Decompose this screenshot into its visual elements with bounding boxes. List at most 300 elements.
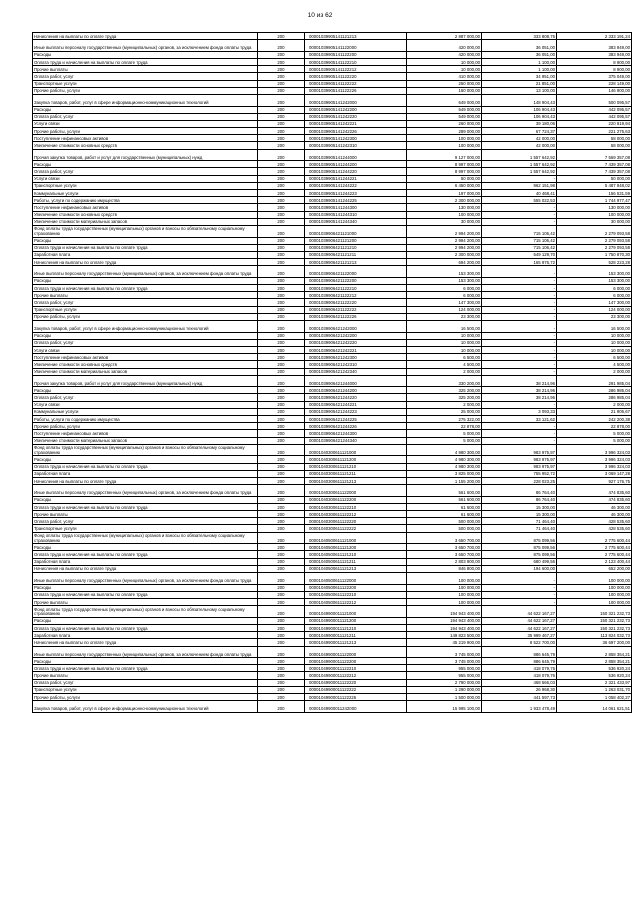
approved-cell: 3 650 700,00 <box>407 532 482 544</box>
classification-code-cell: 00001039905141242200 <box>305 106 407 113</box>
classification-code-cell: 00001039905141244310 <box>305 211 407 218</box>
row-code-cell: 200 <box>258 175 305 182</box>
remaining-cell: 14 061 621,51 <box>557 701 632 713</box>
row-code-cell: 200 <box>258 408 305 415</box>
row-name-cell: Расходы <box>33 387 258 394</box>
table-row <box>33 285 632 292</box>
classification-code-cell: 00001039906421122200 <box>305 277 407 284</box>
row-code-cell: 200 <box>258 679 305 686</box>
table-row <box>33 686 632 693</box>
row-code-cell: 200 <box>258 354 305 361</box>
remaining-cell: 2 123 400,44 <box>557 558 632 565</box>
approved-cell: 6 000,00 <box>407 292 482 299</box>
row-name-cell: Услуги связи <box>33 346 258 353</box>
remaining-cell: 156 531,59 <box>557 189 632 196</box>
classification-code-cell: 00001039906421244223 <box>305 408 407 415</box>
remaining-cell: 2 858 354,21 <box>557 646 632 658</box>
row-name-cell: Расходы <box>33 496 258 503</box>
row-code-cell: 200 <box>258 306 305 313</box>
row-code-cell: 200 <box>258 346 305 353</box>
table-row <box>33 251 632 258</box>
executed-cell: - <box>482 285 557 292</box>
row-code-cell: 200 <box>258 525 305 532</box>
row-code-cell: 200 <box>258 142 305 149</box>
approved-cell: 15 995 100,00 <box>407 701 482 713</box>
remaining-cell: 383 949,00 <box>557 51 632 58</box>
classification-code-cell: 00001039905141242221 <box>305 120 407 127</box>
approved-cell: 153 300,00 <box>407 277 482 284</box>
row-code-cell: 200 <box>258 135 305 142</box>
classification-code-cell: 00001049900011122212 <box>305 672 407 679</box>
approved-cell: 194 943 400,00 <box>407 606 482 618</box>
row-code-cell: 200 <box>258 401 305 408</box>
approved-cell: 2 300 000,00 <box>407 251 482 258</box>
row-name-cell: Оплата труда и начисления на выплаты по оплате труда <box>33 591 258 598</box>
classification-code-cell: 00001039906421122210 <box>305 285 407 292</box>
remaining-cell: 474 835,60 <box>557 485 632 497</box>
table-row <box>33 606 632 618</box>
table-row <box>33 33 632 40</box>
classification-code-cell: 00001039906421244200 <box>305 387 407 394</box>
classification-code-cell: 00001039905141244221 <box>305 175 407 182</box>
executed-cell: 165 976,72 <box>482 259 557 266</box>
row-code-cell: 200 <box>258 646 305 658</box>
row-code-cell: 200 <box>258 694 305 701</box>
executed-cell: 44 622 167,27 <box>482 606 557 618</box>
classification-code-cell: 00001040500611122000 <box>305 573 407 585</box>
row-code-cell: 200 <box>258 477 305 484</box>
remaining-cell: 146 900,00 <box>557 87 632 94</box>
remaining-cell: 8 900,00 <box>557 58 632 65</box>
row-code-cell: 200 <box>258 237 305 244</box>
row-code-cell: 200 <box>258 128 305 135</box>
approved-cell: 25 000,00 <box>407 408 482 415</box>
table-row <box>33 544 632 551</box>
table-row <box>33 87 632 94</box>
approved-cell: 10 000,00 <box>407 58 482 65</box>
row-code-cell: 200 <box>258 584 305 591</box>
approved-cell: 6 000,00 <box>407 285 482 292</box>
row-name-cell: Увеличение стоимости основных средств <box>33 361 258 368</box>
executed-cell: 1 100,00 <box>482 58 557 65</box>
executed-cell: 34 951,00 <box>482 73 557 80</box>
executed-cell: - <box>482 423 557 430</box>
remaining-cell: 147 300,00 <box>557 299 632 306</box>
table-row <box>33 558 632 565</box>
row-code-cell: 200 <box>258 94 305 106</box>
row-code-cell: 200 <box>258 394 305 401</box>
executed-cell: - <box>482 339 557 346</box>
approved-cell: 100 000,00 <box>407 573 482 585</box>
approved-cell: 50 000,00 <box>407 175 482 182</box>
classification-code-cell: 00001040300611121000 <box>305 444 407 456</box>
table-row <box>33 306 632 313</box>
row-code-cell: 200 <box>258 339 305 346</box>
classification-code-cell: 00001039906421244220 <box>305 394 407 401</box>
approved-cell: 2 803 900,00 <box>407 558 482 565</box>
remaining-cell: 286 985,04 <box>557 394 632 401</box>
approved-cell: 330 200,00 <box>407 375 482 387</box>
table-row <box>33 135 632 142</box>
remaining-cell: 5 487 848,02 <box>557 182 632 189</box>
executed-cell: 106 904,43 <box>482 106 557 113</box>
row-code-cell: 200 <box>258 299 305 306</box>
row-code-cell: 200 <box>258 225 305 237</box>
table-row <box>33 292 632 299</box>
remaining-cell: 2 000,00 <box>557 401 632 408</box>
remaining-cell: 100 000,00 <box>557 211 632 218</box>
executed-cell: 715 106,42 <box>482 225 557 237</box>
classification-code-cell: 00001039906421242200 <box>305 332 407 339</box>
approved-cell: 130 000,00 <box>407 204 482 211</box>
table-row <box>33 401 632 408</box>
table-row <box>33 197 632 204</box>
remaining-cell: 46 300,00 <box>557 503 632 510</box>
row-name-cell: Расходы <box>33 51 258 58</box>
executed-cell: - <box>482 211 557 218</box>
row-code-cell: 200 <box>258 573 305 585</box>
classification-code-cell: 00001039906421242000 <box>305 320 407 332</box>
row-name-cell: Транспортные услуги <box>33 525 258 532</box>
remaining-cell: 150 321 232,73 <box>557 624 632 631</box>
remaining-cell: 5 000,00 <box>557 437 632 444</box>
classification-code-cell: 00001049900011122200 <box>305 658 407 665</box>
table-row <box>33 496 632 503</box>
classification-code-cell: 00001040300611121211 <box>305 470 407 477</box>
classification-code-cell: 00001039906421244300 <box>305 430 407 437</box>
table-row <box>33 437 632 444</box>
classification-code-cell: 00001039906421244340 <box>305 437 407 444</box>
classification-code-cell: 00001039905141122210 <box>305 58 407 65</box>
table-row <box>33 511 632 518</box>
approved-cell: 289 000,00 <box>407 128 482 135</box>
table-row <box>33 354 632 361</box>
executed-cell: 755 952,72 <box>482 470 557 477</box>
approved-cell: 30 000,00 <box>407 218 482 225</box>
remaining-cell: 50 000,00 <box>557 175 632 182</box>
executed-cell: 38 214,96 <box>482 387 557 394</box>
remaining-cell: 652 200,00 <box>557 565 632 572</box>
classification-code-cell: 00001039905141244225 <box>305 197 407 204</box>
remaining-cell: 22 878,00 <box>557 423 632 430</box>
approved-cell: 325 200,00 <box>407 394 482 401</box>
classification-code-cell: 00001039905141121213 <box>305 33 407 40</box>
row-code-cell: 200 <box>258 639 305 646</box>
table-row <box>33 168 632 175</box>
remaining-cell: 2 775 600,44 <box>557 532 632 544</box>
row-name-cell: Иные выплаты персоналу государственных (муниципальных) органов, за исключением фонда оплаты труда <box>33 573 258 585</box>
row-name-cell: Заработная плата <box>33 470 258 477</box>
remaining-cell: 228 149,00 <box>557 80 632 87</box>
executed-cell: 148 904,43 <box>482 94 557 106</box>
row-name-cell: Закупка товаров, работ, услуг в сфере информационно-коммуникационных технологий <box>33 320 258 332</box>
remaining-cell: 100 000,00 <box>557 584 632 591</box>
executed-cell: - <box>482 266 557 278</box>
remaining-cell: 113 824 032,73 <box>557 632 632 639</box>
table-row <box>33 244 632 251</box>
remaining-cell: 2 775 600,44 <box>557 544 632 551</box>
remaining-cell: 2 000,00 <box>557 368 632 375</box>
row-name-cell: Оплата труда и начисления на выплаты по оплате труда <box>33 551 258 558</box>
classification-code-cell: 00001040500611122200 <box>305 584 407 591</box>
remaining-cell: 7 439 357,08 <box>557 161 632 168</box>
row-name-cell: Расходы <box>33 544 258 551</box>
row-name-cell: Увеличение стоимости материальных запасов <box>33 218 258 225</box>
row-name-cell: Оплата работ, услуг <box>33 679 258 686</box>
remaining-cell: 130 000,00 <box>557 204 632 211</box>
classification-code-cell: 00001040500611121211 <box>305 558 407 565</box>
classification-code-cell: 00001039905141242310 <box>305 142 407 149</box>
remaining-cell: 7 569 357,08 <box>557 149 632 161</box>
classification-code-cell: 00001049900011121213 <box>305 639 407 646</box>
executed-cell: 35 999 467,27 <box>482 632 557 639</box>
row-name-cell: Прочие выплаты <box>33 672 258 679</box>
table-row <box>33 679 632 686</box>
row-code-cell: 200 <box>258 120 305 127</box>
row-name-cell: Поступление нефинансовых активов <box>33 430 258 437</box>
approved-cell: 124 000,00 <box>407 306 482 313</box>
approved-cell: 250 000,00 <box>407 80 482 87</box>
classification-code-cell: 00001039906421242220 <box>305 339 407 346</box>
row-name-cell: Коммунальные услуги <box>33 408 258 415</box>
row-name-cell: Закупка товаров, работ, услуг в сфере информационно-коммуникационных технологий <box>33 94 258 106</box>
row-code-cell: 200 <box>258 320 305 332</box>
approved-cell: 10 000,00 <box>407 66 482 73</box>
approved-cell: 147 300,00 <box>407 299 482 306</box>
approved-cell: 22 878,00 <box>407 423 482 430</box>
row-name-cell: Заработная плата <box>33 251 258 258</box>
remaining-cell: 6 000,00 <box>557 285 632 292</box>
table-row <box>33 113 632 120</box>
row-name-cell: Прочие выплаты <box>33 66 258 73</box>
approved-cell: 2 000,00 <box>407 368 482 375</box>
table-row <box>33 639 632 646</box>
row-code-cell: 200 <box>258 58 305 65</box>
row-name-cell: Прочие выплаты <box>33 511 258 518</box>
row-name-cell: Увеличение стоимости основных средств <box>33 211 258 218</box>
executed-cell: - <box>482 401 557 408</box>
approved-cell: 2 994 200,00 <box>407 237 482 244</box>
table-row <box>33 463 632 470</box>
table-row <box>33 408 632 415</box>
table-row <box>33 149 632 161</box>
executed-cell: 680 499,56 <box>482 558 557 565</box>
approved-cell: 420 000,00 <box>407 51 482 58</box>
classification-code-cell: 00001049900011122226 <box>305 694 407 701</box>
approved-cell: 61 600,00 <box>407 503 482 510</box>
executed-cell: 875 099,56 <box>482 532 557 544</box>
row-name-cell: Фонд оплаты труда государственных (муниципальных) органов и взносы по обязательному социальному страхованию <box>33 532 258 544</box>
table-row <box>33 646 632 658</box>
approved-cell: 2 887 000,00 <box>407 33 482 40</box>
executed-cell: - <box>482 430 557 437</box>
row-code-cell: 200 <box>258 511 305 518</box>
row-name-cell: Расходы <box>33 658 258 665</box>
remaining-cell: 1 744 977,47 <box>557 197 632 204</box>
row-name-cell: Заработная плата <box>33 558 258 565</box>
executed-cell: - <box>482 437 557 444</box>
table-row <box>33 518 632 525</box>
table-row <box>33 313 632 320</box>
table-row <box>33 182 632 189</box>
approved-cell: 16 500,00 <box>407 320 482 332</box>
approved-cell: 100 000,00 <box>407 211 482 218</box>
table-row <box>33 368 632 375</box>
executed-cell: 549 129,70 <box>482 251 557 258</box>
remaining-cell: 100 000,00 <box>557 598 632 605</box>
remaining-cell: 100 000,00 <box>557 573 632 585</box>
executed-cell: - <box>482 361 557 368</box>
row-name-cell: Оплата работ, услуг <box>33 113 258 120</box>
row-name-cell: Расходы <box>33 332 258 339</box>
table-row <box>33 665 632 672</box>
classification-code-cell: 00001049900011121211 <box>305 632 407 639</box>
approved-cell: 5 000,00 <box>407 430 482 437</box>
classification-code-cell: 00001049900011121000 <box>305 606 407 618</box>
approved-cell: 1 290 000,00 <box>407 686 482 693</box>
remaining-cell: 150 321 232,73 <box>557 606 632 618</box>
remaining-cell: 2 321 433,97 <box>557 679 632 686</box>
page-number: 10 из 62 <box>307 12 333 19</box>
table-row <box>33 80 632 87</box>
row-name-cell: Начисления на выплаты по оплате труда <box>33 639 258 646</box>
row-code-cell: 200 <box>258 672 305 679</box>
classification-code-cell: 00001040500611121200 <box>305 544 407 551</box>
executed-cell: 1 557 642,92 <box>482 161 557 168</box>
row-name-cell: Фонд оплаты труда государственных (муниципальных) органов и взносы по обязательному социальному страхованию <box>33 606 258 618</box>
row-code-cell: 200 <box>258 87 305 94</box>
approved-cell: 194 943 400,00 <box>407 624 482 631</box>
executed-cell: - <box>482 175 557 182</box>
row-name-cell: Начисления на выплаты по оплате труда <box>33 33 258 40</box>
table-row <box>33 525 632 532</box>
remaining-cell: 500 095,57 <box>557 94 632 106</box>
executed-cell: 983 975,97 <box>482 463 557 470</box>
classification-code-cell: 00001039906421244000 <box>305 375 407 387</box>
row-name-cell: Услуги связи <box>33 120 258 127</box>
approved-cell: 100 000,00 <box>407 591 482 598</box>
row-code-cell: 200 <box>258 251 305 258</box>
row-code-cell: 200 <box>258 244 305 251</box>
approved-cell: 61 600,00 <box>407 511 482 518</box>
table-row <box>33 175 632 182</box>
executed-cell: 1 100,00 <box>482 66 557 73</box>
remaining-cell: 3 996 324,03 <box>557 463 632 470</box>
executed-cell: 71 464,40 <box>482 525 557 532</box>
executed-cell: 418 079,76 <box>482 665 557 672</box>
remaining-cell: 6 000,00 <box>557 292 632 299</box>
classification-code-cell: 00001039906421121210 <box>305 244 407 251</box>
executed-cell: 44 622 167,27 <box>482 617 557 624</box>
approved-cell: 10 000,00 <box>407 332 482 339</box>
classification-code-cell: 00001040300611122220 <box>305 518 407 525</box>
row-name-cell: Оплата работ, услуг <box>33 168 258 175</box>
approved-cell: 160 000,00 <box>407 87 482 94</box>
classification-code-cell: 00001049900011122222 <box>305 686 407 693</box>
classification-code-cell: 00001039905141122220 <box>305 73 407 80</box>
table-row <box>33 161 632 168</box>
row-name-cell: Расходы <box>33 161 258 168</box>
approved-cell: 694 200,00 <box>407 259 482 266</box>
executed-cell: 962 151,98 <box>482 182 557 189</box>
row-code-cell: 200 <box>258 375 305 387</box>
executed-cell: 8 522 700,00 <box>482 639 557 646</box>
approved-cell: 149 823 500,00 <box>407 632 482 639</box>
table-row <box>33 259 632 266</box>
classification-code-cell: 00001040300611121210 <box>305 463 407 470</box>
row-code-cell: 200 <box>258 518 305 525</box>
classification-code-cell: 00001039905141244000 <box>305 149 407 161</box>
remaining-cell: 7 439 357,08 <box>557 168 632 175</box>
executed-cell: 67 724,37 <box>482 128 557 135</box>
executed-cell: 194 600,00 <box>482 565 557 572</box>
remaining-cell: 30 000,00 <box>557 218 632 225</box>
table-row <box>33 266 632 278</box>
row-name-cell: Прочие работы, услуги <box>33 313 258 320</box>
table-row <box>33 573 632 585</box>
classification-code-cell: 00001049900011122220 <box>305 679 407 686</box>
row-code-cell: 200 <box>258 189 305 196</box>
row-name-cell: Прочие выплаты <box>33 598 258 605</box>
executed-cell: 13 100,00 <box>482 87 557 94</box>
approved-cell: 649 000,00 <box>407 94 482 106</box>
row-code-cell: 200 <box>258 591 305 598</box>
executed-cell: 418 079,76 <box>482 672 557 679</box>
approved-cell: 2 300 000,00 <box>407 197 482 204</box>
row-name-cell: Прочие работы, услуги <box>33 423 258 430</box>
executed-cell: - <box>482 368 557 375</box>
classification-code-cell: 00001039905141242220 <box>305 113 407 120</box>
remaining-cell: 927 176,75 <box>557 477 632 484</box>
row-code-cell: 200 <box>258 456 305 463</box>
approved-cell: 10 000,00 <box>407 346 482 353</box>
row-code-cell: 200 <box>258 277 305 284</box>
approved-cell: 549 000,00 <box>407 113 482 120</box>
row-name-cell: Оплата работ, услуг <box>33 73 258 80</box>
executed-cell: - <box>482 354 557 361</box>
approved-cell: 9 127 000,00 <box>407 149 482 161</box>
table-row <box>33 128 632 135</box>
executed-cell: - <box>482 320 557 332</box>
classification-code-cell: 00001039906421121000 <box>305 225 407 237</box>
table-row <box>33 470 632 477</box>
table-row <box>33 485 632 497</box>
classification-code-cell: 00001040500611122210 <box>305 591 407 598</box>
table-row <box>33 565 632 572</box>
row-code-cell: 200 <box>258 113 305 120</box>
table-row <box>33 361 632 368</box>
classification-code-cell: 00001039905141122222 <box>305 80 407 87</box>
classification-code-cell: 00001039905141122226 <box>305 87 407 94</box>
row-code-cell: 200 <box>258 204 305 211</box>
executed-cell: - <box>482 313 557 320</box>
table-row <box>33 444 632 456</box>
row-code-cell: 200 <box>258 444 305 456</box>
table-row <box>33 106 632 113</box>
approved-cell: 325 200,00 <box>407 387 482 394</box>
remaining-cell: 242 200,38 <box>557 416 632 423</box>
executed-cell: 33 121,62 <box>482 416 557 423</box>
remaining-cell: 528 223,28 <box>557 259 632 266</box>
remaining-cell: 375 049,00 <box>557 73 632 80</box>
row-code-cell: 200 <box>258 80 305 87</box>
approved-cell: 8 997 000,00 <box>407 168 482 175</box>
remaining-cell: 100 000,00 <box>557 591 632 598</box>
row-name-cell: Начисления на выплаты по оплате труда <box>33 477 258 484</box>
approved-cell: 955 000,00 <box>407 672 482 679</box>
table-row <box>33 73 632 80</box>
table-row <box>33 672 632 679</box>
